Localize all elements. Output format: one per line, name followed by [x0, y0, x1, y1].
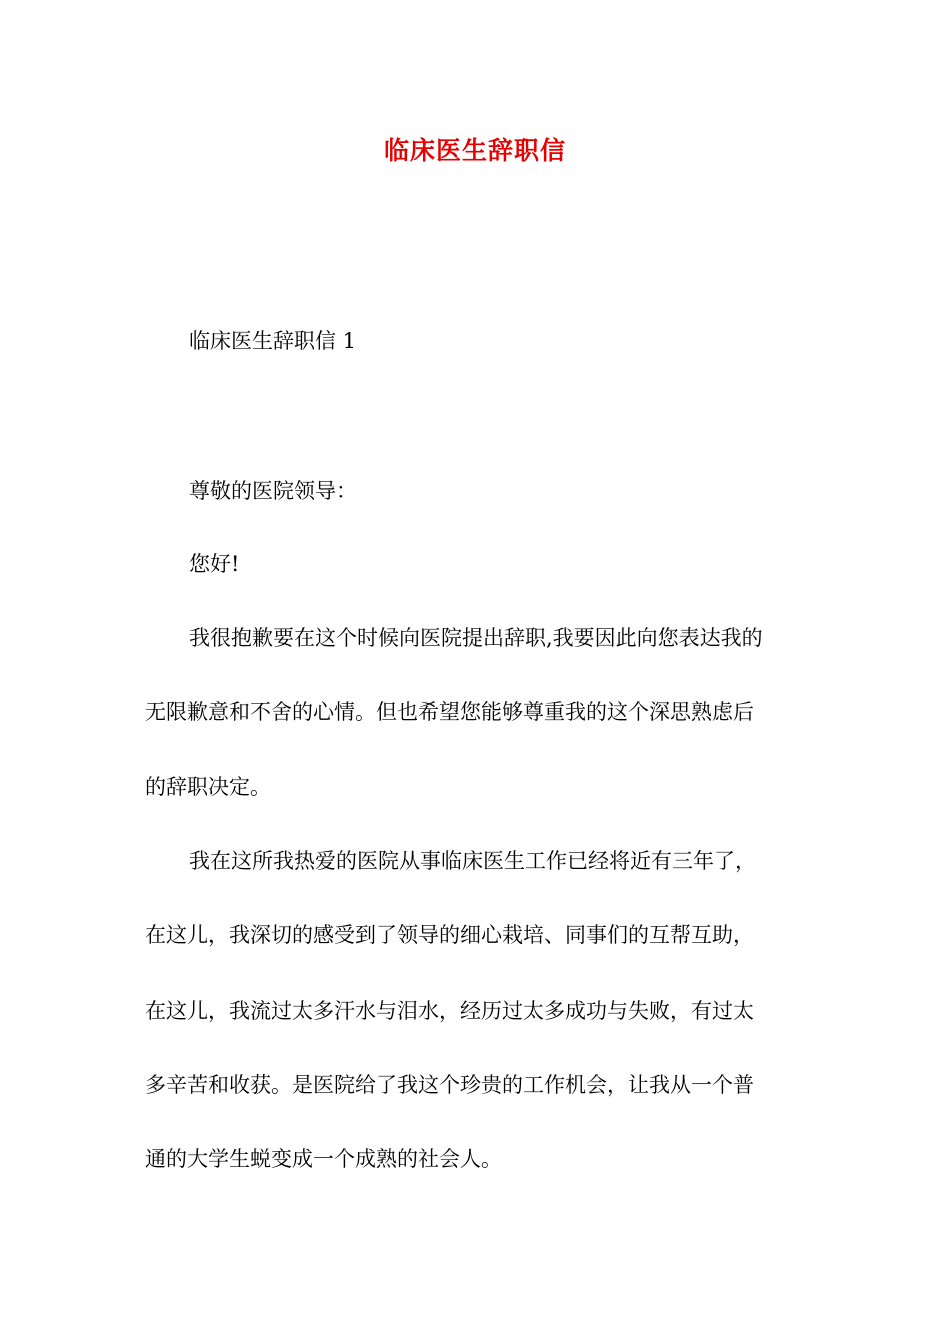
letter-heading: 临床医生辞职信 1: [189, 329, 357, 353]
paragraph-line: 无限歉意和不舍的心情。但也希望您能够尊重我的这个深思熟虑后: [145, 700, 754, 724]
paragraph-line: 我很抱歉要在这个时候向医院提出辞职,我要因此向您表达我的: [189, 626, 763, 650]
paragraph-line: 通的大学生蜕变成一个成熟的社会人。: [145, 1147, 502, 1171]
paragraph-line: 多辛苦和收获。是医院给了我这个珍贵的工作机会，让我从一个普: [145, 1073, 754, 1097]
paragraph-line: 在这儿，我流过太多汗水与泪水，经历过太多成功与失败，有过太: [145, 999, 754, 1023]
greeting: 您好!: [189, 552, 240, 576]
document-title: 临床医生辞职信: [383, 136, 566, 165]
salutation: 尊敬的医院领导：: [189, 479, 357, 503]
paragraph-line: 我在这所我热爱的医院从事临床医生工作已经将近有三年了，: [189, 849, 756, 873]
paragraph-line: 的辞职决定。: [145, 775, 271, 799]
paragraph-line: 在这儿，我深切的感受到了领导的细心栽培、同事们的互帮互助，: [145, 923, 754, 947]
